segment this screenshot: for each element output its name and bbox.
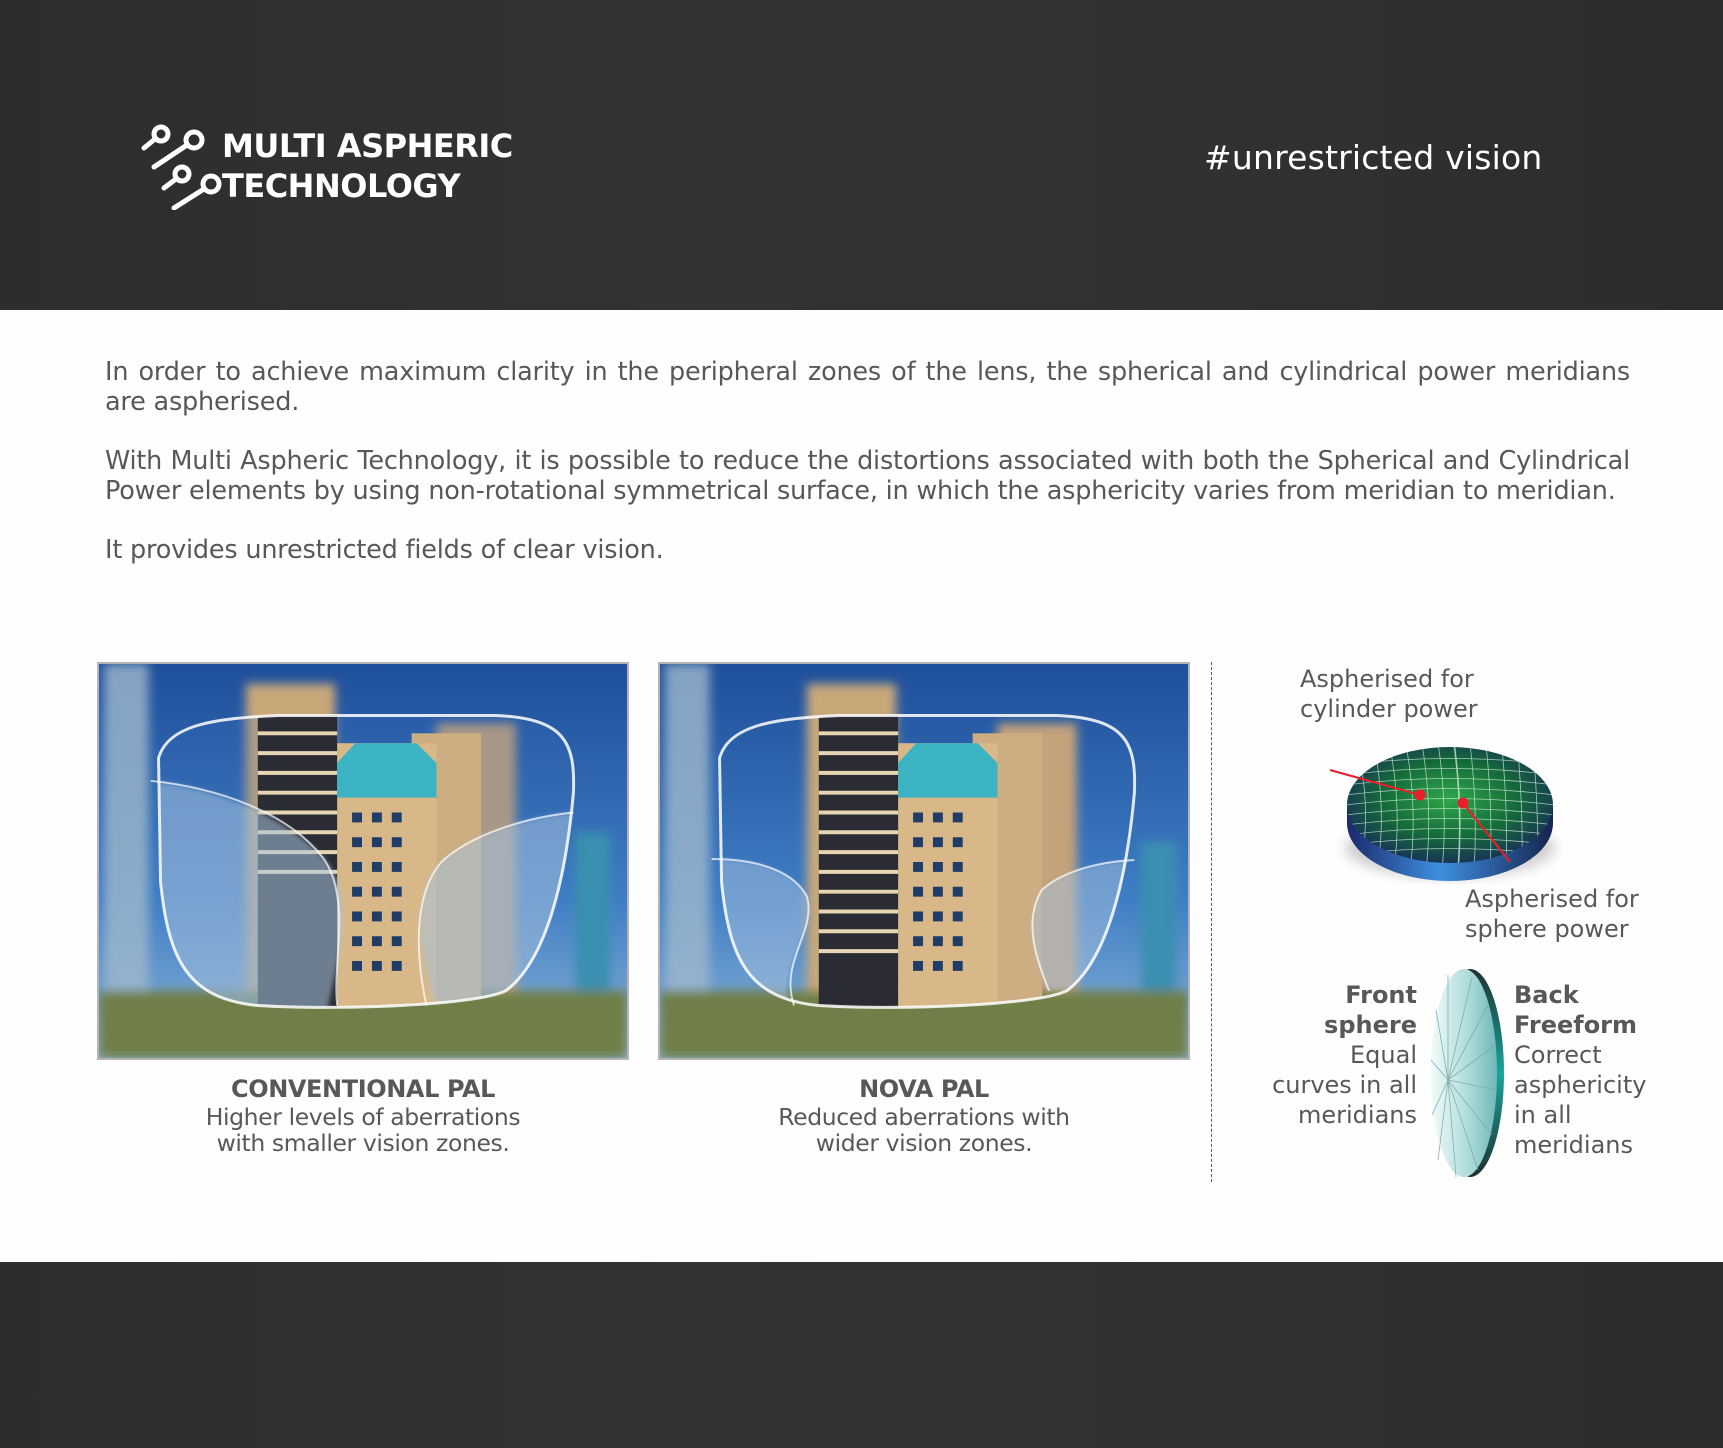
caption-line: wider vision zones. xyxy=(815,1129,1033,1157)
front-sphere-label xyxy=(1245,980,1417,1130)
intro-paragraph: In order to achieve maximum clarity in the peripheral zones of the lens, the spherical and cylindrical power meridians are aspherised. xyxy=(105,357,1630,417)
conventional-pal-image xyxy=(97,662,629,1060)
aspheric-lens-disc-icon xyxy=(1300,720,1600,900)
intro-paragraph: With Multi Aspheric Technology, it is possible to reduce the distortions associated with both the Spherical and Cylindrical Power elements by using non-rotational symmetrical surface, in which the asphericity varies from meridian to meridian. xyxy=(105,446,1630,506)
nova-pal-caption xyxy=(658,1076,1190,1156)
label-line: in all xyxy=(1514,1101,1572,1129)
brand-line-2: TECHNOLOGY xyxy=(222,167,461,205)
header-band xyxy=(0,0,1723,310)
city-view-illustration xyxy=(660,664,1188,1058)
tagline: #unrestricted vision xyxy=(1204,138,1543,177)
label-title: sphere xyxy=(1324,1011,1417,1039)
intro-paragraph: It provides unrestricted fields of clear vision. xyxy=(105,535,664,565)
brand-logo xyxy=(140,122,560,212)
label-line: Correct xyxy=(1514,1041,1602,1069)
cylinder-power-label xyxy=(1300,664,1478,724)
conventional-pal-caption xyxy=(97,1076,629,1156)
lens-cross-section-icon xyxy=(1420,965,1510,1180)
caption-line: Reduced aberrations with xyxy=(778,1103,1070,1131)
label-line: meridians xyxy=(1297,1101,1417,1129)
brand-line-1: MULTI ASPHERIC xyxy=(222,127,513,165)
label-title: Front xyxy=(1345,981,1417,1009)
city-view-illustration xyxy=(99,664,627,1058)
back-freeform-label xyxy=(1514,980,1714,1160)
label-line: curves in all xyxy=(1272,1071,1417,1099)
section-divider xyxy=(1211,662,1212,1182)
caption-line: with smaller vision zones. xyxy=(216,1129,510,1157)
label-line: sphere power xyxy=(1465,915,1629,943)
intro-text xyxy=(105,358,1630,596)
label-line: Equal xyxy=(1350,1041,1417,1069)
nova-pal-image xyxy=(658,662,1190,1060)
caption-title: NOVA PAL xyxy=(859,1075,989,1103)
label-line: Aspherised for xyxy=(1300,665,1474,693)
label-title: Freeform xyxy=(1514,1011,1638,1039)
lens-probes-icon xyxy=(140,122,222,210)
sphere-power-label xyxy=(1465,884,1639,944)
label-line: asphericity xyxy=(1514,1071,1647,1099)
footer-band xyxy=(0,1262,1723,1448)
brand-name xyxy=(222,126,513,206)
label-title: Back xyxy=(1514,981,1579,1009)
caption-title: CONVENTIONAL PAL xyxy=(230,1075,496,1103)
label-line: cylinder power xyxy=(1300,695,1478,723)
label-line: meridians xyxy=(1514,1131,1634,1159)
label-line: Aspherised for xyxy=(1465,885,1639,913)
caption-line: Higher levels of aberrations xyxy=(205,1103,521,1131)
